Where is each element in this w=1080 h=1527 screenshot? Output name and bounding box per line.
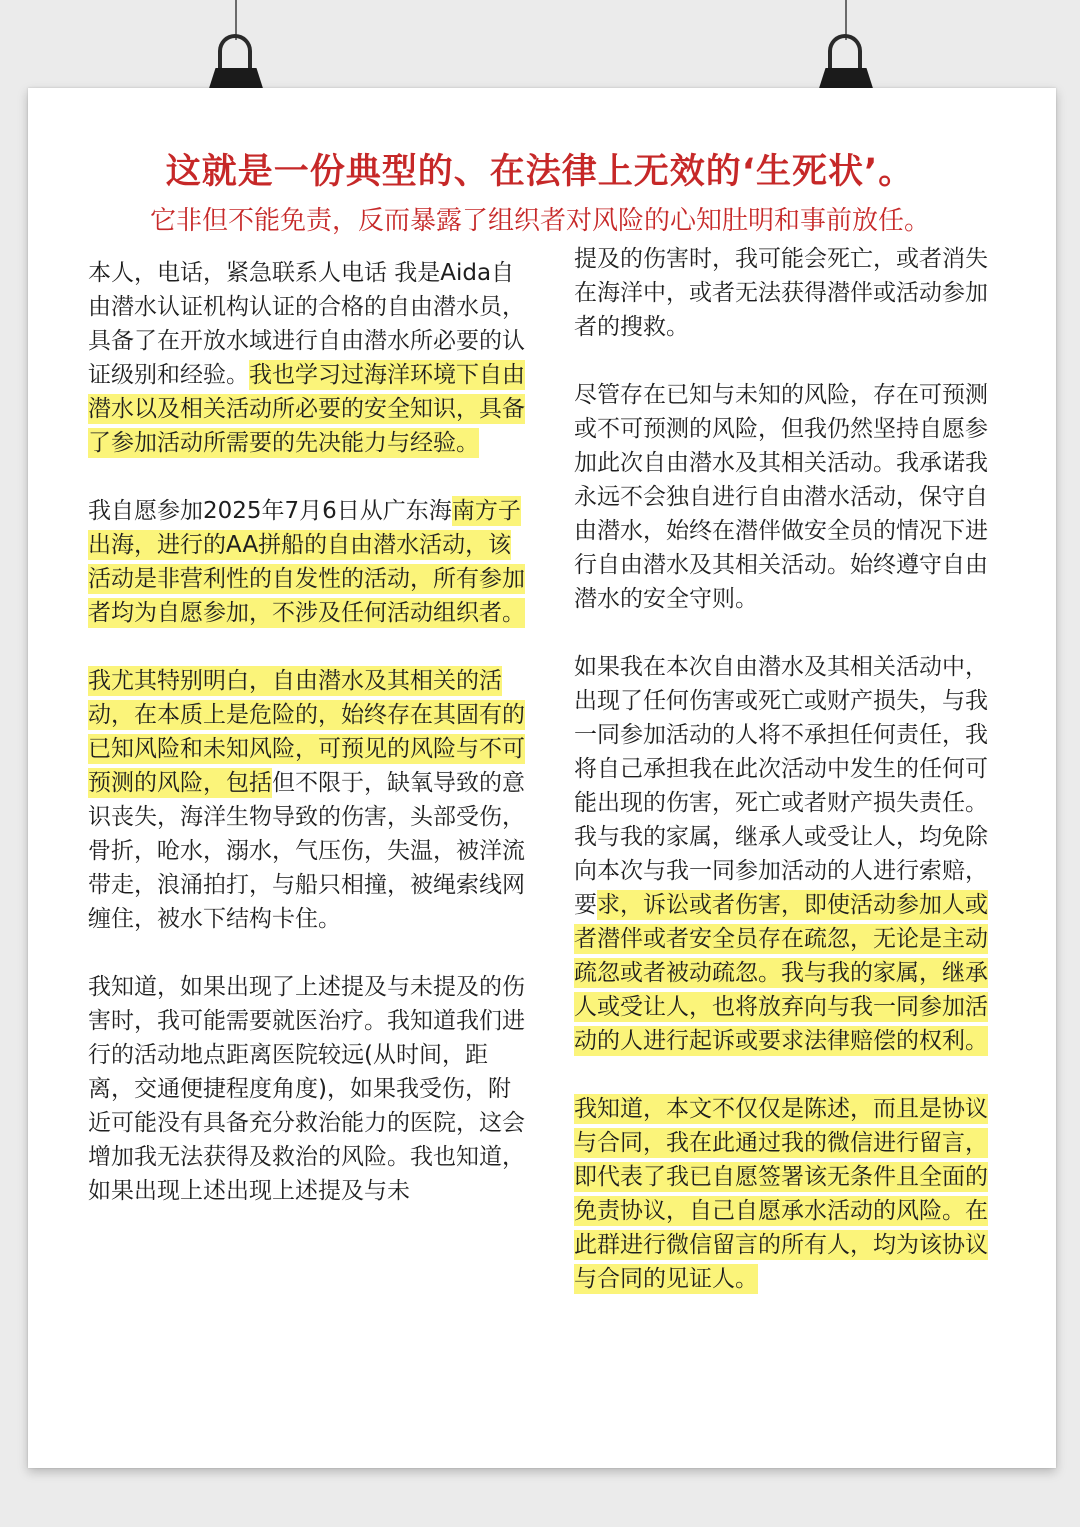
paragraph-2-highlight: 南方子出海，进行的AA拼船的自由潜水活动，该活动是非营利性的自发性的活动，所有参加者均为自愿参加，不涉及任何活动组织者。 [88, 498, 525, 626]
waiver-left-column [88, 256, 528, 1208]
paragraph-7-highlight: 求，诉讼或者伤害，即使活动参加人或者潜伴或者安全员存在疏忽，无论是主动疏忽或者被动疏忽。我与我的家属，继承人或受让人，也将放弃向与我一同参加活动的人进行起诉或要求法律赔偿的权利。 [574, 892, 988, 1054]
headline-title: 这就是一份典型的、在法律上无效的‘生死状’。 [165, 152, 915, 192]
paragraph-4-text: 我知道，如果出现了上述提及与未提及的伤害时，我可能需要就医治疗。我知道我们进行的活动地点距离医院较远(从时间，距离，交通便捷程度角度)，如果我受伤，附近可能没有具备充分救治能力的医院，这会增加我无法获得及救治的风险。我也知道，如果出现上述出现上述提及与未 [88, 974, 525, 1204]
paragraph-6 [574, 378, 1006, 616]
paragraph-5-text: 提及的伤害时，我可能会死亡，或者消失在海洋中，或者无法获得潜伴或活动参加者的搜救。 [574, 246, 988, 340]
paragraph-1-text: 本人，电话，紧急联系人电话 我是Aida自由潜水认证机构认证的合格的自由潜水员，具备了在开放水域进行自由潜水所必要的认证级别和经验。 [88, 260, 525, 388]
paragraph-3-text: 但不限于，缺氧导致的意识丧失，海洋生物导致的伤害，头部受伤，骨折，呛水，溺水，气压伤，失温，被洋流带走，浪涌拍打，与船只相撞，被绳索线网缠住，被水下结构卡住。 [88, 770, 525, 932]
paragraph-5 [574, 242, 1006, 344]
paragraph-4 [88, 970, 528, 1208]
paragraph-1-highlight: 我也学习过海洋环境下自由潜水以及相关活动所必要的安全知识，具备了参加活动所需要的先决能力与经验。 [88, 362, 525, 456]
paragraph-8 [574, 1092, 1006, 1296]
paragraph-1 [88, 256, 528, 460]
waiver-right-column [574, 242, 1006, 1296]
paragraph-7-text: 如果我在本次自由潜水及其相关活动中，出现了任何伤害或死亡或财产损失，与我一同参加活动的人将不承担任何责任，我将自己承担我在此次活动中发生的任何可能出现的伤害，死亡或者财产损失责任。我与我的家属，继承人或受让人，均免除向本次与我一同参加活动的人进行索赔，要 [574, 654, 988, 918]
paragraph-8-highlight: 我知道，本文不仅仅是陈述，而且是协议与合同，我在此通过我的微信进行留言，即代表了我已自愿签署该无条件且全面的免责协议，自己自愿承水活动的风险。在此群进行微信留言的所有人，均为该协议与合同的见证人。 [574, 1096, 988, 1292]
paragraph-7 [574, 650, 1006, 1058]
paragraph-2 [88, 494, 528, 630]
paragraph-2-text: 我自愿参加2025年7月6日从广东海 [88, 498, 452, 524]
paragraph-3-highlight: 我尤其特别明白，自由潜水及其相关的活动，在本质上是危险的，始终存在其固有的已知风险和未知风险，可预见的风险与不可预测的风险，包括 [88, 668, 525, 796]
paragraph-3 [88, 664, 528, 936]
paragraph-6-text: 尽管存在已知与未知的风险，存在可预测或不可预测的风险，但我仍然坚持自愿参加此次自由潜水及其相关活动。我承诺我永远不会独自进行自由潜水活动，保守自由潜水，始终在潜伴做安全员的情况下进行自由潜水及其相关活动。始终遵守自由潜水的安全守则。 [574, 382, 988, 612]
headline-subtitle: 它非但不能免责，反而暴露了组织者对风险的心知肚明和事前放任。 [149, 206, 930, 236]
